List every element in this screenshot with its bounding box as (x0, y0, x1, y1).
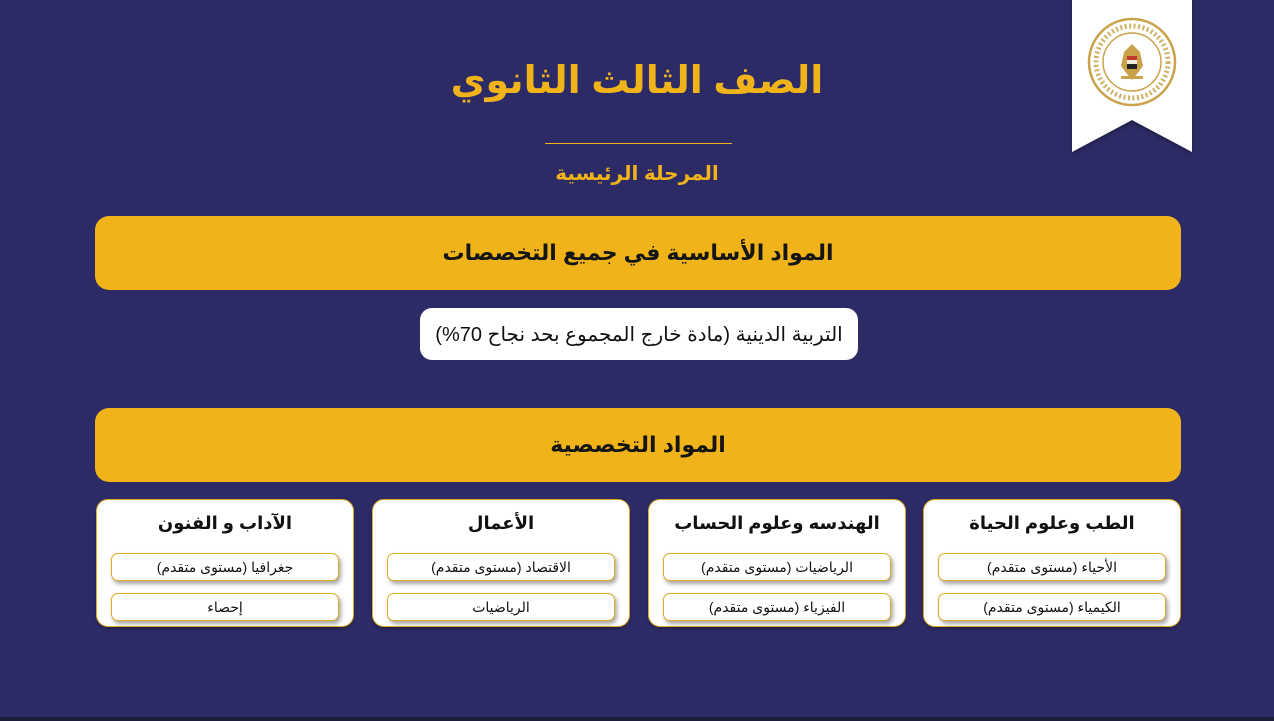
bottom-strip (0, 717, 1274, 721)
track-card-business (372, 499, 630, 627)
title-divider (545, 143, 732, 144)
subject-item: الأحياء (مستوى متقدم) (938, 553, 1166, 581)
subject-item: الرياضيات (مستوى متقدم) (663, 553, 891, 581)
subject-item: إحصاء (111, 593, 339, 621)
track-card-arts (96, 499, 354, 627)
page-subtitle: المرحلة الرئيسية (555, 163, 719, 185)
subject-item: الفيزياء (مستوى متقدم) (663, 593, 891, 621)
core-subject-pill: التربية الدينية (مادة خارج المجموع بحد نجاح 70%) (420, 308, 858, 360)
track-card-medicine (923, 499, 1181, 627)
specialized-subjects-banner: المواد التخصصية (95, 408, 1181, 482)
track-title: الأعمال (467, 513, 535, 533)
page-title: الصف الثالث الثانوي (450, 60, 824, 102)
track-title: الآداب و الفنون (157, 513, 293, 533)
core-subjects-banner: المواد الأساسية في جميع التخصصات (95, 216, 1181, 290)
subject-item: الكيمياء (مستوى متقدم) (938, 593, 1166, 621)
track-title: الهندسه وعلوم الحساب (674, 513, 880, 533)
track-card-engineering (648, 499, 906, 627)
subject-item: جغرافيا (مستوى متقدم) (111, 553, 339, 581)
track-title: الطب وعلوم الحياة (969, 513, 1135, 533)
subject-item: الرياضيات (387, 593, 615, 621)
subject-item: الاقتصاد (مستوى متقدم) (387, 553, 615, 581)
